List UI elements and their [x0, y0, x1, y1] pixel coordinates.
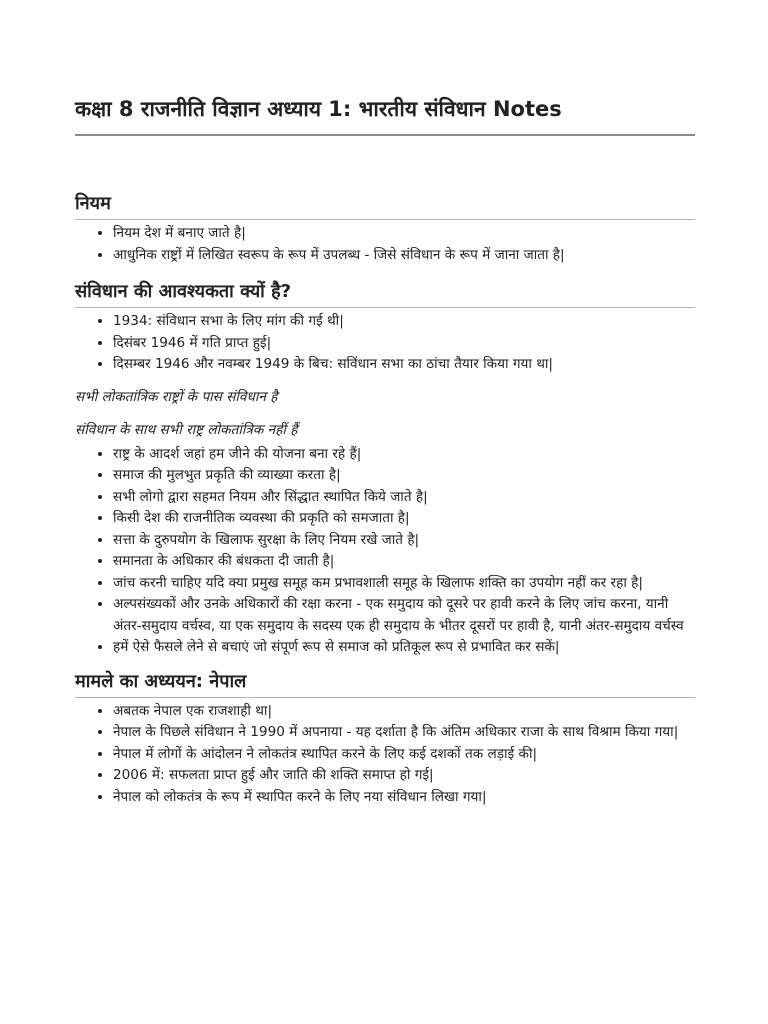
list-item: • अबतक नेपाल एक राजशाही था| — [113, 701, 695, 723]
document-page — [75, 0, 695, 808]
section-samvidhan-avashyakta — [75, 279, 695, 659]
section-heading: नियम — [75, 191, 695, 220]
bullet-list — [75, 444, 695, 659]
list-item: • 1934: संविधान सभा के लिए मांग की गई थी| — [113, 311, 695, 333]
list-item: • किसी देश की राजनीतिक व्यवस्था की प्रकृति को समजाता है| — [113, 508, 695, 530]
bullet-list — [75, 311, 695, 376]
list-item: • राष्ट्र के आदर्श जहां हम जीने की योजना बना रहे हैं| — [113, 444, 695, 466]
section-niyam — [75, 191, 695, 266]
list-item: • आधुनिक राष्ट्रों में लिखित स्वरूप के रूप में उपलब्ध - जिसे संविधान के रूप में जाना जाता है| — [113, 245, 695, 267]
list-item: • नेपाल में लोगों के आंदोलन ने लोकतंत्र स्थापित करने के लिए कई दशकों तक लड़ाई की| — [113, 744, 695, 766]
section-heading: संविधान की आवश्यकता क्यों है? — [75, 279, 695, 308]
list-item: • सभी लोगो द्वारा सहमत नियम और सिंद्धात स्थापित किये जाते है| — [113, 487, 695, 509]
list-item: • जांच करनी चाहिए यदि क्या प्रमुख समूह कम प्रभावशाली समूह के खिलाफ शक्ति का उपयोग नहीं कर रहा है| — [113, 573, 695, 595]
list-item: • समानता के अधिकार की बंधकता दी जाती है| — [113, 551, 695, 573]
italic-paragraph: संविधान के साथ सभी राष्ट्र लोकतांत्रिक नहीं हैं — [75, 421, 298, 438]
list-item: • नियम देश में बनाए जाते है| — [113, 223, 695, 245]
bullet-list — [75, 701, 695, 809]
list-item: • दिसम्बर 1946 और नवम्बर 1949 के बिच: सविंधान सभा का ठांचा तैयार किया गया था| — [113, 354, 695, 376]
list-item: • नेपाल के पिछले संविधान ने 1990 में अपनाया - यह दर्शाता है कि अंतिम अधिकार राजा के साथ विश्राम किया गया| — [113, 722, 695, 744]
list-item: • नेपाल को लोकतंत्र के रूप में स्थापित करने के लिए नया संविधान लिखा गया| — [113, 787, 695, 809]
bullet-list — [75, 223, 695, 266]
list-item: • समाज की मुलभुत प्रकृति की व्याख्या करता है| — [113, 465, 695, 487]
page-title: कक्षा 8 राजनीति विज्ञान अध्याय 1: भारतीय संविधान Notes — [75, 94, 695, 136]
list-item: • 2006 में: सफलता प्राप्त हुई और जाति की शक्ति समाप्त हो गई| — [113, 765, 695, 787]
list-item: • सत्ता के दुरुपयोग के खिलाफ सुरक्षा के लिए नियम रखे जाते है| — [113, 530, 695, 552]
list-item: • अल्पसंख्यकों और उनके अधिकारों की रक्षा करना - एक समुदाय को दूसरे पर हावी करने के लिए जांच करना, यानी अंतर-समुदाय वर्चस्व, या एक समुदाय के सदस्य एक ही समुदाय के भीतर दूसरों पर हावी है, यानी अंतर-समुदाय वर्चस्व — [113, 594, 695, 637]
list-item: • दिसंबर 1946 में गति प्राप्त हुई| — [113, 333, 695, 355]
section-heading: मामले का अध्ययन: नेपाल — [75, 669, 695, 698]
italic-paragraph: सभी लोकतांत्रिक राष्ट्रों के पास संविधान है — [75, 388, 278, 405]
list-item: • हमें ऐसे फैसले लेने से बचाएं जो संपूर्ण रूप से समाज को प्रतिकूल रूप से प्रभावित कर सकें| — [113, 637, 695, 659]
section-nepal-case-study — [75, 669, 695, 809]
